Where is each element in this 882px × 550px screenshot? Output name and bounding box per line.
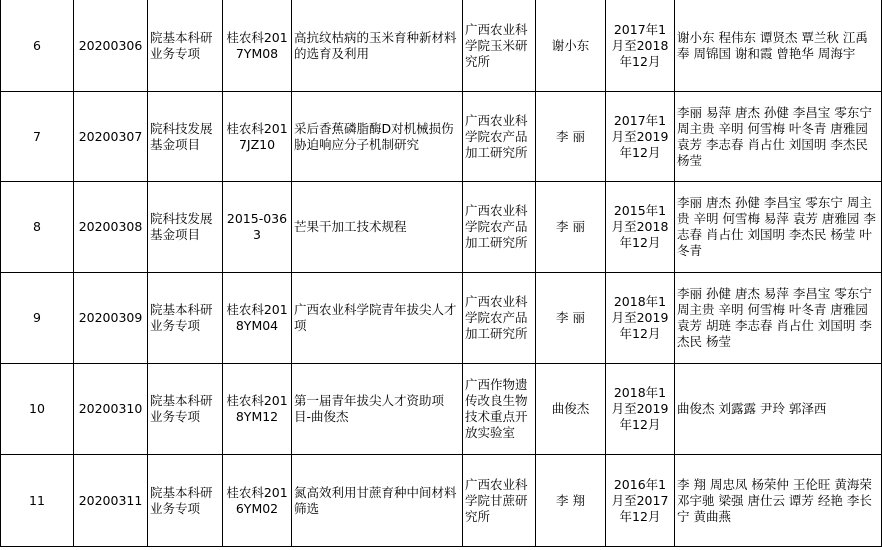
period-cell[interactable]: 2018年1月至2019年12月 xyxy=(606,273,675,364)
table-row xyxy=(1,455,882,547)
row-number-cell[interactable]: 9 xyxy=(1,273,74,364)
institute-cell[interactable]: 广西农业科学院农产品加工研究所 xyxy=(463,182,536,273)
project-id-cell[interactable]: 20200308 xyxy=(74,182,148,273)
project-type-cell[interactable]: 院基本科研业务专项 xyxy=(148,455,223,547)
members-cell[interactable]: 李丽 唐杰 孙健 李昌宝 零东宁 周主贵 辛明 何雪梅 易萍 袁芳 唐雅园 李志春 肖占仕 刘国明 李杰民 杨莹 叶冬青 xyxy=(675,182,882,273)
institute-cell[interactable]: 广西农业科学院农产品加工研究所 xyxy=(463,92,536,182)
table-row xyxy=(1,92,882,182)
project-id-cell[interactable]: 20200306 xyxy=(74,0,148,92)
row-number-cell[interactable]: 11 xyxy=(1,455,74,547)
project-id-cell[interactable]: 20200310 xyxy=(74,364,148,455)
members-cell[interactable]: 李丽 孙健 唐杰 易萍 李昌宝 零东宁 周主贵 辛明 何雪梅 叶冬青 唐雅园 袁芳 胡琏 李志春 肖占仕 刘国明 李杰民 杨莹 xyxy=(675,273,882,364)
row-number-cell[interactable]: 6 xyxy=(1,0,74,92)
row-number-cell[interactable]: 7 xyxy=(1,92,74,182)
project-id-cell[interactable]: 20200309 xyxy=(74,273,148,364)
table-row xyxy=(1,0,882,92)
period-cell[interactable]: 2018年1月至2019年12月 xyxy=(606,364,675,455)
members-cell[interactable]: 李丽 易萍 唐杰 孙健 李昌宝 零东宁 周主贵 辛明 何雪梅 叶冬青 唐雅园 袁芳 李志春 肖占仕 刘国明 李杰民 杨莹 xyxy=(675,92,882,182)
project-type-cell[interactable]: 院基本科研业务专项 xyxy=(148,364,223,455)
leader-cell[interactable]: 李 丽 xyxy=(536,92,606,182)
project-title-cell[interactable]: 第一届青年拔尖人才资助项目-曲俊杰 xyxy=(292,364,463,455)
period-cell[interactable]: 2017年1月至2018年12月 xyxy=(606,0,675,92)
leader-cell[interactable]: 谢小东 xyxy=(536,0,606,92)
leader-cell[interactable]: 李 丽 xyxy=(536,182,606,273)
institute-cell[interactable]: 广西农业科学院农产品加工研究所 xyxy=(463,273,536,364)
table-row xyxy=(1,273,882,364)
period-cell[interactable]: 2017年1月至2019年12月 xyxy=(606,92,675,182)
members-cell[interactable]: 李 翔 周忠凤 杨荣仲 王伦旺 黄海荣 邓宇驰 梁强 唐仕云 谭芳 经艳 李长宁 黄曲燕 xyxy=(675,455,882,547)
project-code-cell[interactable]: 桂农科2016YM02 xyxy=(223,455,292,547)
project-title-cell[interactable]: 氮高效利用甘蔗育种中间材料筛选 xyxy=(292,455,463,547)
project-type-cell[interactable]: 院基本科研业务专项 xyxy=(148,0,223,92)
row-number-cell[interactable]: 10 xyxy=(1,364,74,455)
project-code-cell[interactable]: 桂农科2018YM04 xyxy=(223,273,292,364)
institute-cell[interactable]: 广西作物遗传改良生物技术重点开放实验室 xyxy=(463,364,536,455)
project-title-cell[interactable]: 广西农业科学院青年拔尖人才项 xyxy=(292,273,463,364)
members-cell[interactable]: 谢小东 程伟东 谭贤杰 覃兰秋 江禹奉 周锦国 谢和霞 曾艳华 周海宇 xyxy=(675,0,882,92)
project-id-cell[interactable]: 20200311 xyxy=(74,455,148,547)
project-code-cell[interactable]: 桂农科2018YM12 xyxy=(223,364,292,455)
period-cell[interactable]: 2015年1月至2018年12月 xyxy=(606,182,675,273)
project-code-cell[interactable]: 桂农科2017YM08 xyxy=(223,0,292,92)
row-number-cell[interactable]: 8 xyxy=(1,182,74,273)
leader-cell[interactable]: 李 翔 xyxy=(536,455,606,547)
period-cell[interactable]: 2016年1月至2017年12月 xyxy=(606,455,675,547)
project-type-cell[interactable]: 院科技发展基金项目 xyxy=(148,182,223,273)
project-code-cell[interactable]: 桂农科2017JZ10 xyxy=(223,92,292,182)
members-cell[interactable]: 曲俊杰 刘露露 尹玲 郭泽西 xyxy=(675,364,882,455)
project-type-cell[interactable]: 院科技发展基金项目 xyxy=(148,92,223,182)
project-type-cell[interactable]: 院基本科研业务专项 xyxy=(148,273,223,364)
table-row xyxy=(1,182,882,273)
project-title-cell[interactable]: 采后香蕉磷脂酶D对机械损伤胁迫响应分子机制研究 xyxy=(292,92,463,182)
institute-cell[interactable]: 广西农业科学院甘蔗研究所 xyxy=(463,455,536,547)
project-title-cell[interactable]: 芒果干加工技术规程 xyxy=(292,182,463,273)
leader-cell[interactable]: 曲俊杰 xyxy=(536,364,606,455)
project-code-cell[interactable]: 2015-0363 xyxy=(223,182,292,273)
institute-cell[interactable]: 广西农业科学院玉米研究所 xyxy=(463,0,536,92)
table-row xyxy=(1,364,882,455)
project-id-cell[interactable]: 20200307 xyxy=(74,92,148,182)
leader-cell[interactable]: 李 丽 xyxy=(536,273,606,364)
project-title-cell[interactable]: 高抗纹枯病的玉米育种新材料的选育及利用 xyxy=(292,0,463,92)
